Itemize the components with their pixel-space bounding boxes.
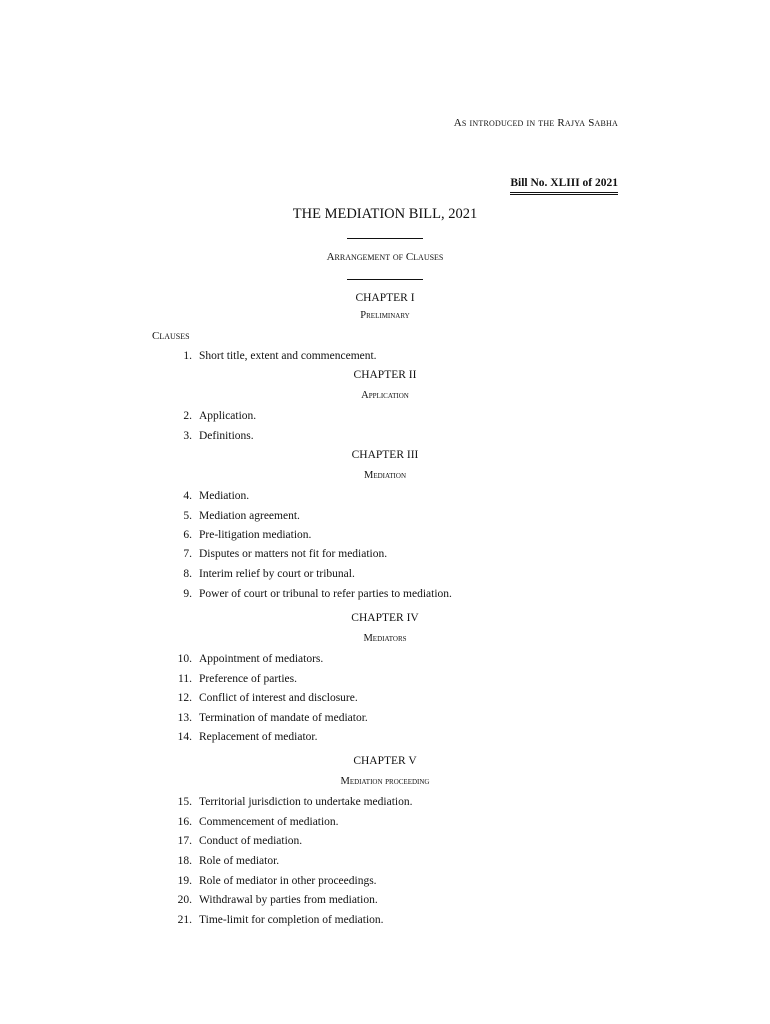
clause-item xyxy=(0,796,770,812)
clause-item xyxy=(0,712,770,728)
clause-text: Pre-litigation mediation. xyxy=(199,529,312,541)
chapter-heading: CHAPTER IV xyxy=(351,612,419,624)
clause-text: Conduct of mediation. xyxy=(199,835,303,847)
clause-item xyxy=(0,673,770,689)
clause-text: Preference of parties. xyxy=(199,673,298,685)
clause-text: Disputes or matters not fit for mediation. xyxy=(199,548,388,560)
arrangement-heading: Arrangement of Clauses xyxy=(326,251,444,263)
clause-item xyxy=(0,692,770,708)
clause-text: Application. xyxy=(199,410,257,422)
clause-item xyxy=(0,490,770,506)
clause-number: 4. xyxy=(183,490,192,502)
clause-item xyxy=(0,653,770,669)
clause-number: 7. xyxy=(183,548,192,560)
clause-item xyxy=(0,875,770,891)
clause-text: Conflict of interest and disclosure. xyxy=(199,692,358,704)
bill-number: Bill No. XLIII of 2021 xyxy=(510,177,618,195)
clause-number: 15. xyxy=(177,796,192,808)
clause-number: 8. xyxy=(183,568,192,580)
clause-text: Territorial jurisdiction to undertake mediation. xyxy=(199,796,413,808)
clause-item xyxy=(0,548,770,564)
clause-number: 13. xyxy=(177,712,192,724)
clause-item xyxy=(0,410,770,426)
chapter-heading: CHAPTER II xyxy=(353,369,417,381)
clause-number: 1. xyxy=(183,350,192,362)
clause-number: 20. xyxy=(177,894,192,906)
clause-number: 9. xyxy=(183,588,192,600)
clause-item xyxy=(0,529,770,545)
clause-item xyxy=(0,816,770,832)
clause-text: Commencement of mediation. xyxy=(199,816,339,828)
clause-number: 19. xyxy=(177,875,192,887)
clause-number: 10. xyxy=(177,653,192,665)
clause-number: 16. xyxy=(177,816,192,828)
clause-item xyxy=(0,588,770,604)
clause-text: Interim relief by court or tribunal. xyxy=(199,568,355,580)
clause-text: Replacement of mediator. xyxy=(199,731,318,743)
clauses-label: Clauses xyxy=(152,330,190,342)
clause-number: 14. xyxy=(177,731,192,743)
chapter-heading: CHAPTER V xyxy=(353,755,417,767)
chapter-subtitle: Preliminary xyxy=(360,310,410,321)
chapter-subtitle: Mediation xyxy=(364,470,406,481)
clause-number: 6. xyxy=(183,529,192,541)
chapter-heading: CHAPTER III xyxy=(351,449,419,461)
clause-number: 12. xyxy=(177,692,192,704)
clause-text: Role of mediator in other proceedings. xyxy=(199,875,377,887)
clause-text: Termination of mandate of mediator. xyxy=(199,712,368,724)
introduced-note: As introduced in the Rajya Sabha xyxy=(453,117,618,129)
clause-number: 11. xyxy=(178,673,192,685)
divider xyxy=(347,238,423,239)
clause-number: 5. xyxy=(183,510,192,522)
clause-number: 18. xyxy=(177,855,192,867)
clause-text: Definitions. xyxy=(199,430,254,442)
clause-text: Time-limit for completion of mediation. xyxy=(199,914,384,926)
clause-item xyxy=(0,835,770,851)
clause-number: 3. xyxy=(183,430,192,442)
bill-title: THE MEDIATION BILL, 2021 xyxy=(292,206,478,222)
clause-item xyxy=(0,350,770,366)
clause-number: 21. xyxy=(177,914,192,926)
clause-item xyxy=(0,731,770,747)
clause-item xyxy=(0,894,770,910)
clause-item xyxy=(0,855,770,871)
clause-text: Short title, extent and commencement. xyxy=(199,350,377,362)
chapter-heading: CHAPTER I xyxy=(355,292,415,304)
clause-text: Mediation agreement. xyxy=(199,510,300,522)
clause-text: Withdrawal by parties from mediation. xyxy=(199,894,378,906)
chapter-subtitle: Mediators xyxy=(363,633,407,644)
clause-text: Mediation. xyxy=(199,490,250,502)
clause-number: 17. xyxy=(177,835,192,847)
clause-text: Power of court or tribunal to refer parties to mediation. xyxy=(199,588,452,600)
clause-item xyxy=(0,568,770,584)
clause-item xyxy=(0,430,770,446)
chapter-subtitle: Application xyxy=(361,390,409,401)
clause-number: 2. xyxy=(183,410,192,422)
chapter-subtitle: Mediation proceeding xyxy=(340,776,430,787)
clause-item xyxy=(0,914,770,930)
clause-item xyxy=(0,510,770,526)
clause-text: Appointment of mediators. xyxy=(199,653,324,665)
divider xyxy=(347,279,423,280)
clause-text: Role of mediator. xyxy=(199,855,280,867)
